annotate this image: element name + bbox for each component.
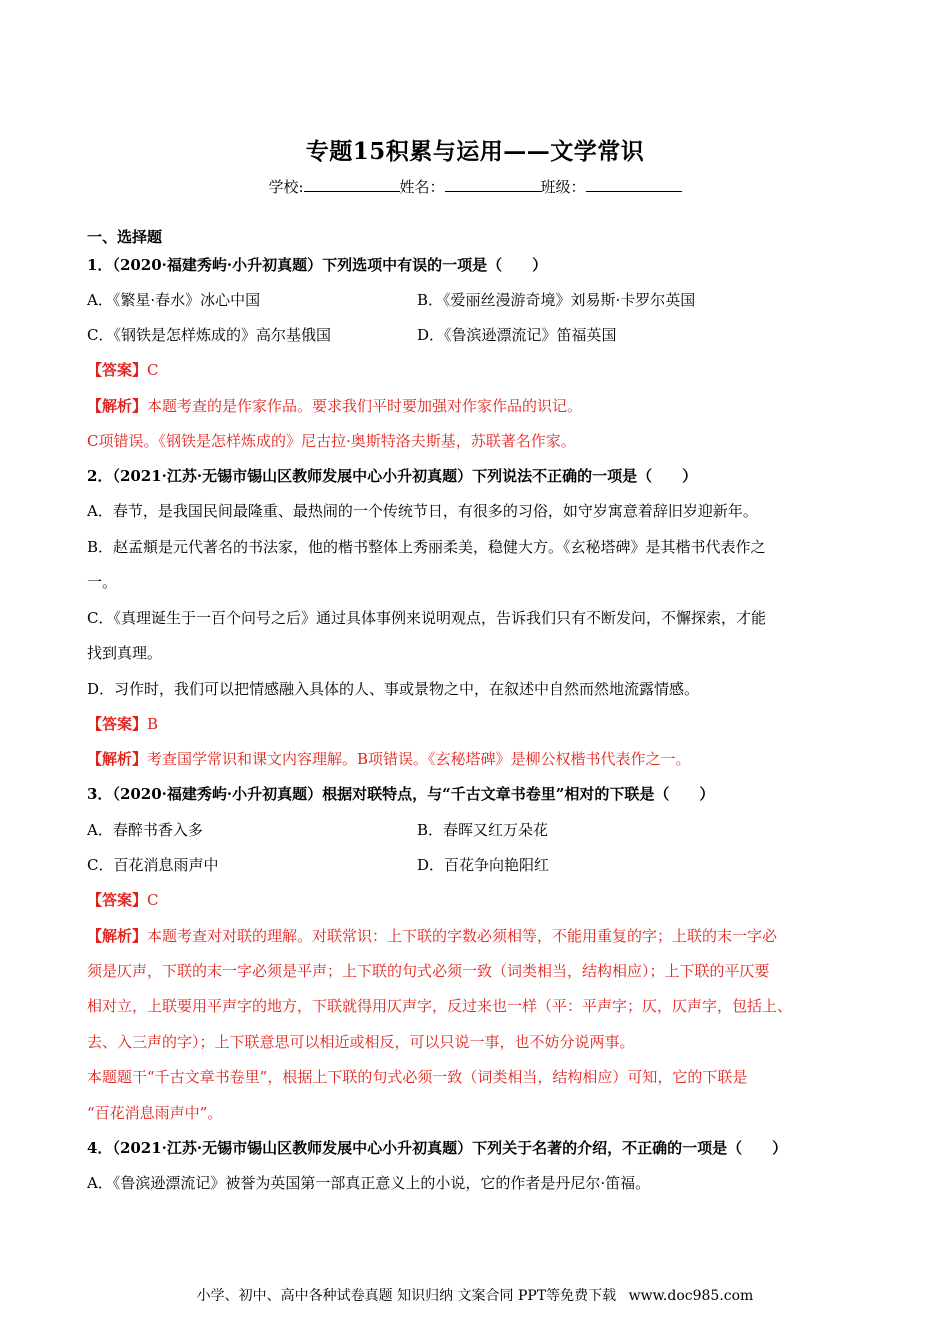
name-blank[interactable]	[445, 177, 541, 192]
school-label: 学校:	[268, 178, 304, 196]
analysis-text: 考查国学常识和课文内容理解。B项错误。《玄秘塔碑》是柳公权楷书代表作之一。	[147, 750, 691, 768]
question-2-text: （2021·江苏·无锡市锡山区教师发展中心小升初真题）下列说法不正确的一项是（ ）	[112, 467, 698, 485]
question-3-analysis-line-4: 去、入三声的字）；上下联意思可以相近或相反，可以只说一事，也不妨分说两事。	[87, 1033, 635, 1051]
question-3-options-row-2	[87, 854, 867, 875]
question-2-option-d: D．习作时，我们可以把情感融入具体的人、事或景物之中，在叙述中自然而然地流露情感。	[87, 680, 700, 698]
question-2-answer	[87, 713, 158, 734]
page-title: 专题15积累与运用——文学常识	[305, 138, 645, 165]
question-1-option-c: C．《钢铁是怎样炼成的》高尔基俄国	[87, 326, 331, 344]
question-3-analysis	[87, 925, 777, 946]
question-3-stem	[87, 783, 714, 804]
answer-value: B	[147, 715, 159, 733]
section-heading: 一、选择题	[87, 228, 163, 246]
answer-value: C	[147, 361, 159, 379]
question-3-analysis-line-6: “百花消息雨声中”。	[87, 1104, 223, 1122]
question-1-stem	[87, 254, 547, 275]
answer-tag: 【答案】	[87, 891, 148, 909]
answer-tag: 【答案】	[87, 715, 148, 733]
question-2-option-b-cont: 一。	[87, 573, 118, 591]
question-4-number: 4．	[87, 1139, 113, 1157]
footer-url[interactable]: www.doc985.com	[628, 1288, 754, 1304]
analysis-text: 本题考查的是作家作品。要求我们平时要加强对作家作品的识记。	[147, 397, 583, 415]
question-2-number: 2．	[87, 467, 113, 485]
question-3-option-c: C．百花消息雨声中	[87, 856, 219, 874]
question-1-options-row-2	[87, 324, 867, 345]
analysis-tag: 【解析】	[87, 927, 148, 945]
question-1-answer	[87, 359, 159, 380]
analysis-text: 本题考查对对联的理解。对联常识：上下联的字数必须相等，不能用重复的字；上联的末一字必	[147, 927, 778, 945]
question-1-options-row-1	[87, 289, 867, 310]
question-3-answer	[87, 889, 159, 910]
question-3-number: 3．	[87, 785, 113, 803]
question-2-stem	[87, 465, 697, 486]
question-4-text: （2021·江苏·无锡市锡山区教师发展中心小升初真题）下列关于名著的介绍，不正确的一项是（ ）	[112, 1139, 788, 1157]
question-1-number: 1．	[87, 256, 113, 274]
question-2-option-a: A．春节，是我国民间最隆重、最热闹的一个传统节日，有很多的习俗，如守岁寓意着辞旧岁迎新年。	[87, 502, 758, 520]
question-1-option-b: B．《爱丽丝漫游奇境》刘易斯·卡罗尔英国	[417, 291, 696, 309]
question-3-option-b: B．春晖又红万朵花	[417, 821, 549, 839]
analysis-tag: 【解析】	[87, 397, 148, 415]
question-3-option-d: D．百花争向艳阳红	[417, 856, 550, 874]
question-1-analysis	[87, 395, 582, 416]
question-2-option-b: B．赵孟頫是元代著名的书法家，他的楷书整体上秀丽柔美，稳健大方。《玄秘塔碑》是其楷书代表作之	[87, 538, 766, 556]
question-3-analysis-line-3: 相对立，上联要用平声字的地方，下联就得用仄声字，反过来也一样（平：平声字；仄，仄声字，包括上、	[87, 997, 793, 1015]
name-label: 姓名：	[399, 178, 445, 196]
question-1-text: （2020·福建秀屿·小升初真题）下列选项中有误的一项是（ ）	[112, 256, 548, 274]
footer-text: 小学、初中、高中各种试卷真题 知识归纳 文案合同 PPT等免费下载	[196, 1288, 617, 1304]
question-1-analysis-line-2: C项错误。《钢铁是怎样炼成的》尼古拉·奥斯特洛夫斯基，苏联著名作家。	[87, 432, 576, 450]
question-3-analysis-line-5: 本题题干“千古文章书卷里”，根据上下联的句式必须一致（词类相当，结构相应）可知，它的下联是	[87, 1068, 748, 1086]
class-label: 班级：	[540, 178, 586, 196]
answer-value: C	[147, 891, 159, 909]
question-4-stem	[87, 1137, 787, 1158]
question-3-analysis-line-2: 须是仄声，下联的末一字必须是平声；上下联的句式必须一致（词类相当，结构相应）；上下联的平仄要	[87, 962, 770, 980]
question-1-option-d: D．《鲁滨逊漂流记》笛福英国	[417, 326, 617, 344]
answer-tag: 【答案】	[87, 361, 148, 379]
analysis-tag: 【解析】	[87, 750, 148, 768]
question-2-option-c: C．《真理诞生于一百个问号之后》通过具体事例来说明观点，告诉我们只有不断发问，不懈探索，才能	[87, 609, 766, 627]
question-4-option-a: A．《鲁滨逊漂流记》被誉为英国第一部真正意义上的小说，它的作者是丹尼尔·笛福。	[87, 1174, 651, 1192]
question-2-option-c-cont: 找到真理。	[87, 644, 163, 662]
question-3-options-row-1	[87, 819, 867, 840]
question-2-analysis	[87, 748, 691, 769]
question-3-text: （2020·福建秀屿·小升初真题）根据对联特点，与“千古文章书卷里”相对的下联是（ ）	[112, 785, 715, 803]
question-1-option-a: A．《繁星·春水》冰心中国	[87, 291, 261, 309]
student-info-line	[0, 176, 950, 197]
question-3-option-a: A．春醉书香入多	[87, 821, 203, 839]
page-footer	[0, 1285, 950, 1305]
school-blank[interactable]	[304, 177, 400, 192]
class-blank[interactable]	[586, 177, 682, 192]
